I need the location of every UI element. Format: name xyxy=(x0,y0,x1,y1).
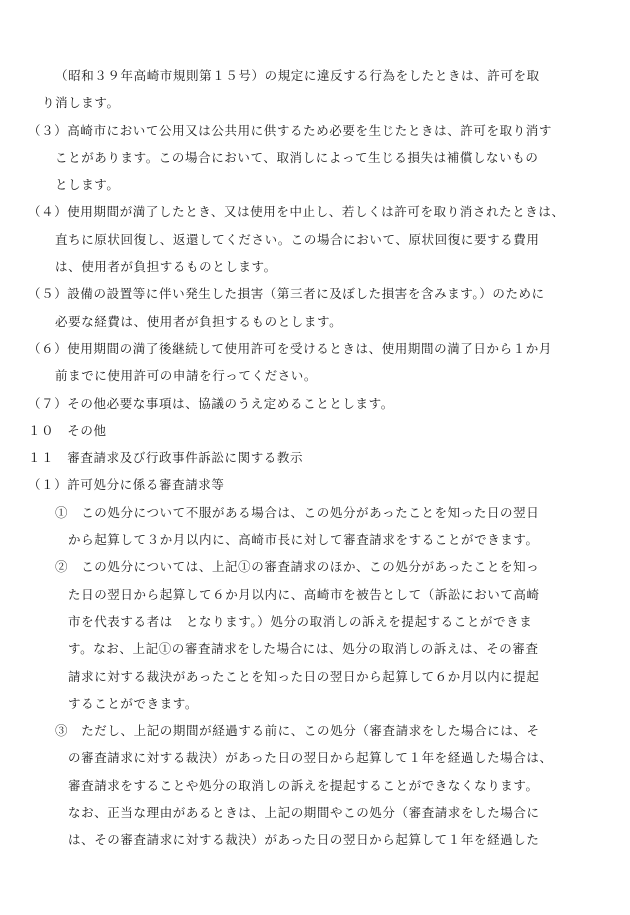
circled-item-2: ② この処分については、上記①の審査請求のほか、この処分があったことを知っ xyxy=(55,559,540,575)
text-line: （昭和３９年高崎市規則第１５号）の規定に違反する行為をしたときは、許可を取 xyxy=(55,68,540,83)
circled-item-3: ③ ただし、上記の期間が経過する前に、この処分（審査請求をした場合には、そ xyxy=(55,723,540,739)
text-line: から起算して３か月以内に、高崎市長に対して審査請求をすることができます。 xyxy=(68,532,539,548)
text-line: は、使用者が負担するものとします。 xyxy=(55,259,277,275)
text-line: とします。 xyxy=(55,177,120,193)
text-line: ことがあります。この場合において、取消しによって生じる損失は補償しないもの xyxy=(55,149,539,165)
subsection-heading-1: （１）許可処分に係る審査請求等 xyxy=(28,477,225,493)
text-line: することができます。 xyxy=(68,695,199,711)
list-item-4: （４）使用期間が満了したとき、又は使用を中止し、若しくは許可を取り消されたときは、 xyxy=(28,204,565,220)
text-line: 必要な経費は、使用者が負担するものとします。 xyxy=(55,313,343,329)
text-line: なお、正当な理由があるときは、上記の期間やこの処分（審査請求をした場合に xyxy=(68,805,540,821)
text-line: の審査請求に対する裁決）があった日の翌日から起算して１年を経過した場合は、 xyxy=(68,750,553,766)
list-item-6: （６）使用期間の満了後継続して使用許可を受けるときは、使用期間の満了日から１か月 xyxy=(28,340,553,356)
text-line: 請求に対する裁決があったことを知った日の翌日から起算して６か月以内に提起 xyxy=(68,668,540,684)
section-heading-10: １０ その他 xyxy=(28,422,107,438)
section-heading-11: １１ 審査請求及び行政事件訴訟に関する教示 xyxy=(28,450,304,466)
text-line: り消します。 xyxy=(42,95,120,111)
list-item-5: （５）設備の設置等に伴い発生した損害（第三者に及ぼした損害を含みます。）のために xyxy=(28,286,545,302)
text-line: 前までに使用許可の申請を行ってください。 xyxy=(55,368,318,384)
text-line: 直ちに原状回復し、返還してください。この場合において、原状回復に要する費用 xyxy=(55,231,540,247)
circled-item-1: ① この処分について不服がある場合は、この処分があったことを知った日の翌日 xyxy=(55,504,540,520)
text-line: は、その審査請求に対する裁決）があった日の翌日から起算して１年を経過した xyxy=(68,832,540,848)
list-item-3: （３）高崎市において公用又は公共用に供するため必要を生じたときは、許可を取り消す xyxy=(28,122,553,138)
text-line: た日の翌日から起算して６か月以内に、高崎市を被告として（訴訟において高崎 xyxy=(68,586,540,602)
text-line: 市を代表する者は となります。）処分の取消しの訴えを提起することができま xyxy=(68,613,533,629)
document-page xyxy=(0,62,630,854)
text-line: 審査請求をすることや処分の取消しの訴えを提起することができなくなります。 xyxy=(68,777,539,793)
text-line: す。なお、上記①の審査請求をした場合には、処分の取消しの訴えは、その審査 xyxy=(68,641,539,657)
list-item-7: （７）その他必要な事項は、協議のうえ定めることとします。 xyxy=(28,395,394,411)
